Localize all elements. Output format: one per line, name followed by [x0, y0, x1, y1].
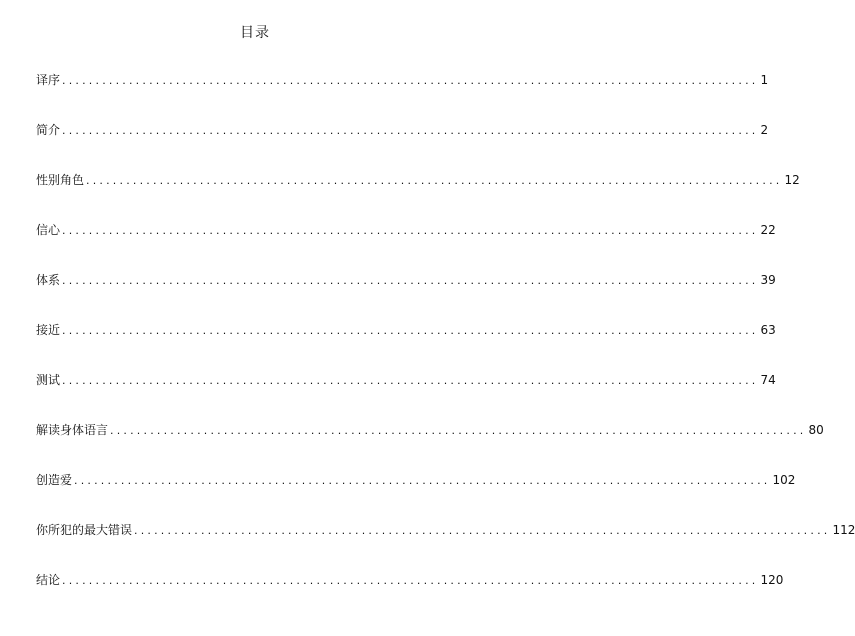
- toc-entry-page: 102: [772, 473, 796, 487]
- dot-leader: ........................................................................................................: [62, 574, 759, 587]
- toc-entry[interactable]: [36, 373, 776, 423]
- dot-leader: ........................................................................................................: [62, 74, 759, 87]
- toc-entry[interactable]: [36, 523, 855, 573]
- toc-entry[interactable]: [36, 273, 776, 323]
- toc-entry[interactable]: [36, 323, 776, 373]
- toc-entry-page: 80: [808, 423, 824, 437]
- toc-entry-label: 创造爱: [36, 473, 73, 487]
- dot-leader: ........................................................................................................: [134, 524, 831, 537]
- table-of-contents: [36, 73, 855, 623]
- dot-leader: ........................................................................................................: [62, 224, 759, 237]
- toc-entry[interactable]: [36, 173, 800, 223]
- toc-entry-label: 简介: [36, 123, 61, 137]
- toc-entry-page: 74: [760, 373, 776, 387]
- toc-entry[interactable]: [36, 423, 824, 473]
- toc-entry[interactable]: [36, 73, 769, 123]
- toc-entry-label: 信心: [36, 223, 61, 237]
- toc-entry-page: 39: [760, 273, 776, 287]
- page-title: 目录: [240, 25, 270, 41]
- toc-entry-page: 112: [832, 523, 855, 537]
- toc-entry-label: 你所犯的最大错误: [36, 523, 133, 537]
- dot-leader: ........................................................................................................: [62, 374, 759, 387]
- toc-entry-page: 120: [760, 573, 784, 587]
- dot-leader: ........................................................................................................: [74, 474, 771, 487]
- dot-leader: ........................................................................................................: [62, 324, 759, 337]
- toc-entry-page: 63: [760, 323, 776, 337]
- toc-entry-page: 22: [760, 223, 776, 237]
- toc-entry-label: 体系: [36, 273, 61, 287]
- toc-entry-label: 性别角色: [36, 173, 85, 187]
- toc-entry-label: 接近: [36, 323, 61, 337]
- toc-entry-label: 解读身体语言: [36, 423, 109, 437]
- toc-entry[interactable]: [36, 473, 796, 523]
- toc-entry[interactable]: [36, 223, 776, 273]
- toc-entry-page: 2: [760, 123, 769, 137]
- toc-entry-label: 结论: [36, 573, 61, 587]
- dot-leader: ........................................................................................................: [110, 424, 807, 437]
- dot-leader: ........................................................................................................: [86, 174, 783, 187]
- toc-entry-page: 12: [784, 173, 800, 187]
- dot-leader: ........................................................................................................: [62, 124, 759, 137]
- toc-entry-label: 译序: [36, 73, 61, 87]
- dot-leader: ........................................................................................................: [62, 274, 759, 287]
- toc-entry[interactable]: [36, 573, 784, 623]
- toc-entry-page: 1: [760, 73, 769, 87]
- toc-entry-label: 测试: [36, 373, 61, 387]
- toc-entry[interactable]: [36, 123, 769, 173]
